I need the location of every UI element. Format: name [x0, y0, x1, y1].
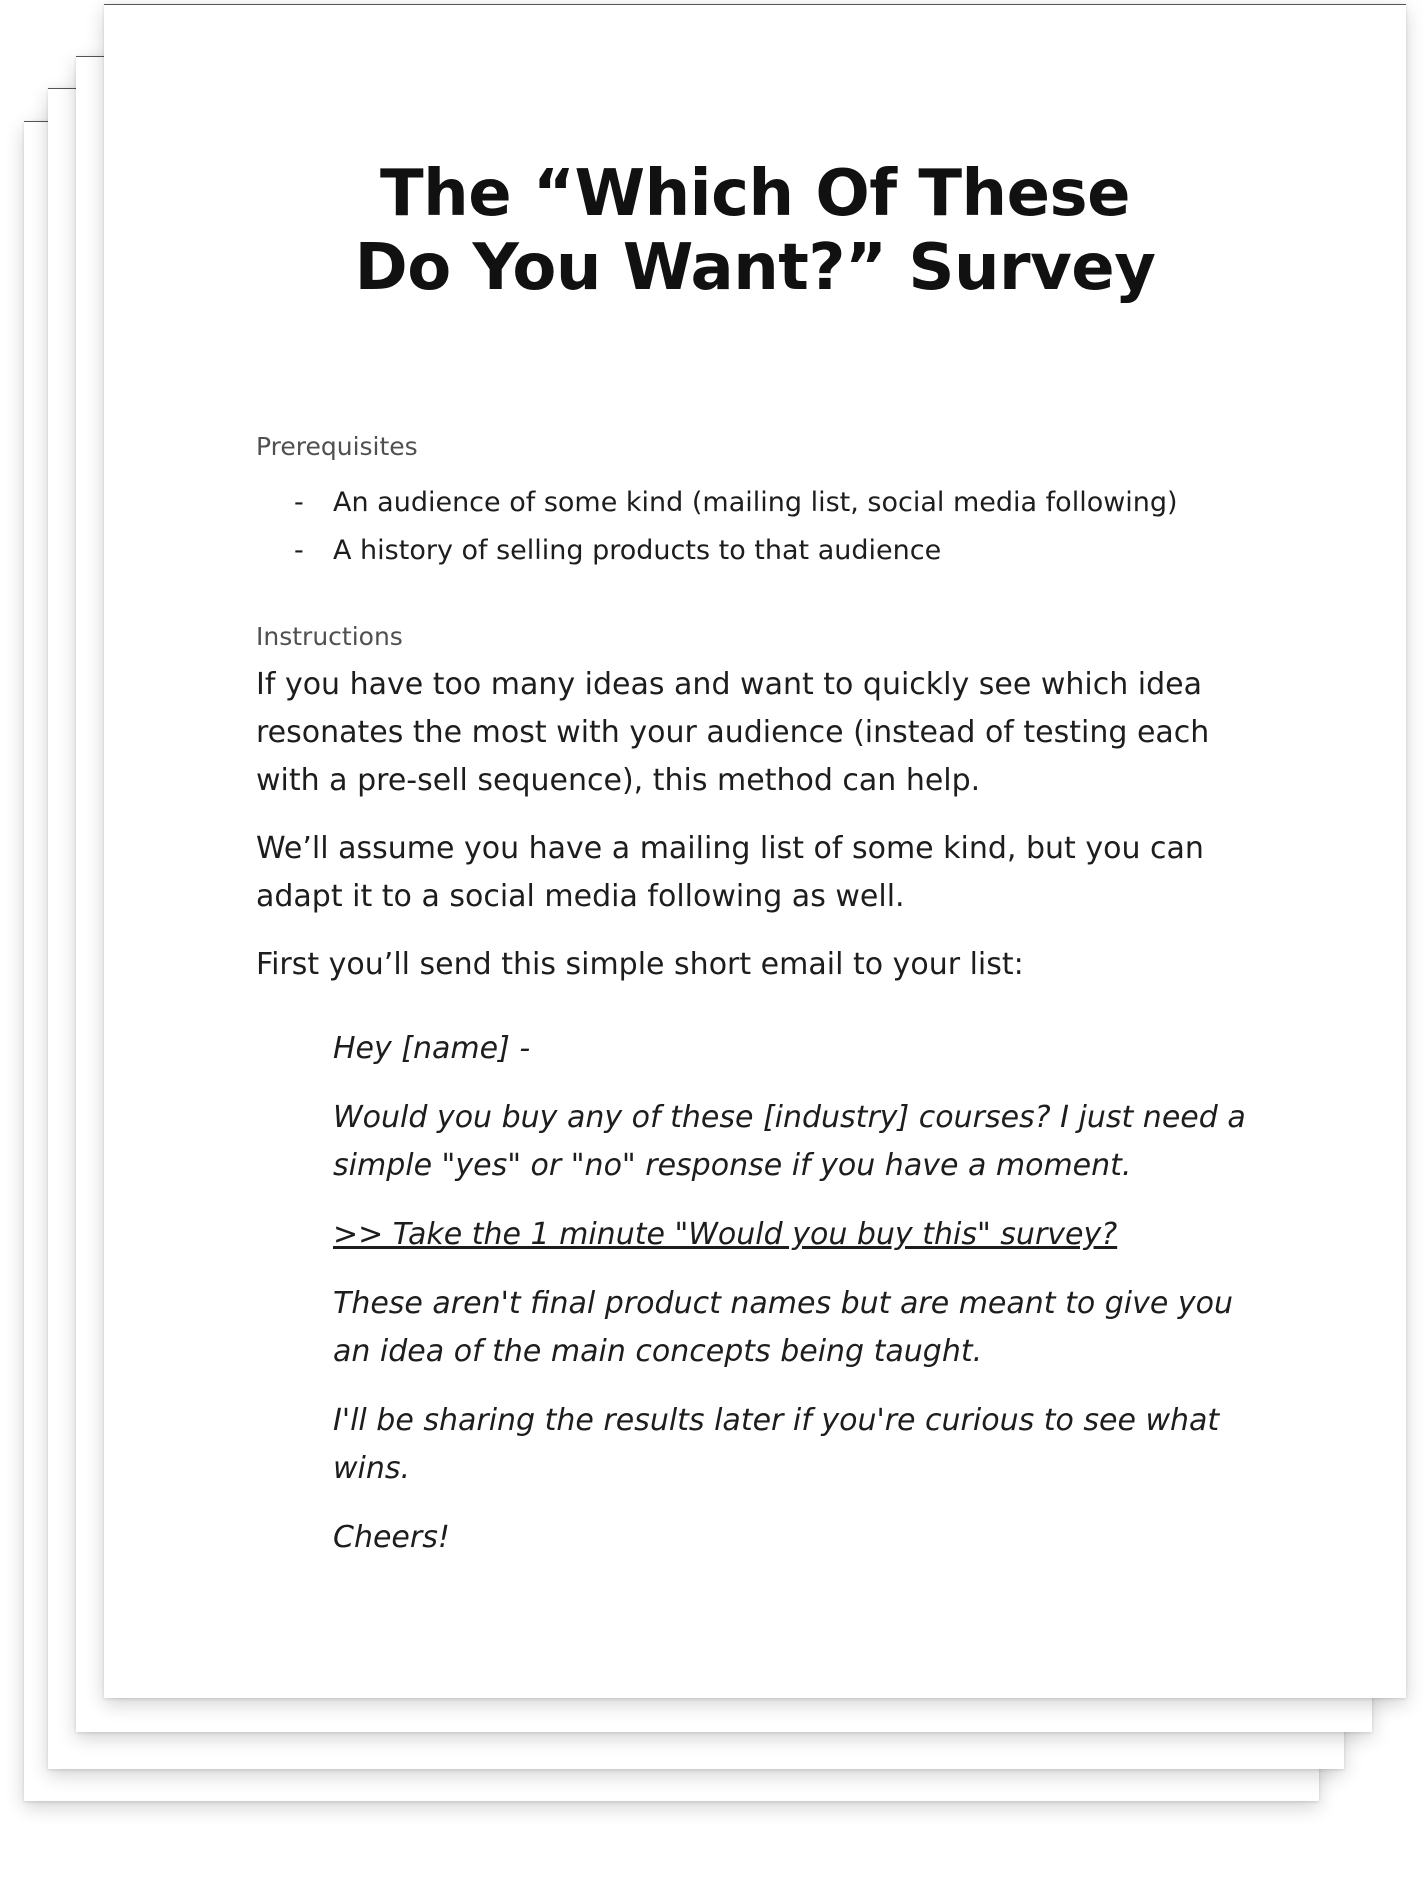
prerequisites-heading: Prerequisites [256, 432, 418, 461]
email-body: I'll be sharing the results later if you're curious to see what wins. [333, 1403, 1220, 1486]
email-template [333, 1025, 1263, 1562]
title-line-1: The “Which Of These [380, 157, 1130, 231]
instructions-paragraph: We’ll assume you have a mailing list of some kind, but you can adapt it to a social media following as well. [256, 831, 1204, 914]
bullet-dash: - [294, 487, 304, 518]
title-line-2: Do You Want?” Survey [354, 231, 1156, 305]
document-title [104, 157, 1406, 305]
document-content [256, 429, 1266, 1583]
list-item [256, 479, 1266, 527]
survey-link[interactable]: >> Take the 1 minute "Would you buy this" survey? [333, 1217, 1118, 1252]
list-item [256, 527, 1266, 575]
email-greeting: Hey [name] - [333, 1031, 531, 1066]
prerequisites-list [256, 479, 1266, 575]
prerequisite-text: An audience of some kind (mailing list, social media following) [333, 487, 1178, 518]
document-page [104, 4, 1406, 1698]
bullet-dash: - [294, 535, 304, 566]
instructions-heading: Instructions [256, 622, 403, 651]
email-signoff: Cheers! [333, 1520, 450, 1555]
prerequisite-text: A history of selling products to that audience [333, 535, 942, 566]
email-body: Would you buy any of these [industry] courses? I just need a simple "yes" or "no" response if you have a moment. [333, 1100, 1246, 1183]
instructions-paragraph: First you’ll send this simple short email to your list: [256, 947, 1024, 982]
email-body: These aren't final product names but are meant to give you an idea of the main concepts being taught. [333, 1286, 1233, 1369]
instructions-paragraph: If you have too many ideas and want to quickly see which idea resonates the most with your audience (instead of testing each with a pre-sell sequence), this method can help. [256, 667, 1210, 798]
